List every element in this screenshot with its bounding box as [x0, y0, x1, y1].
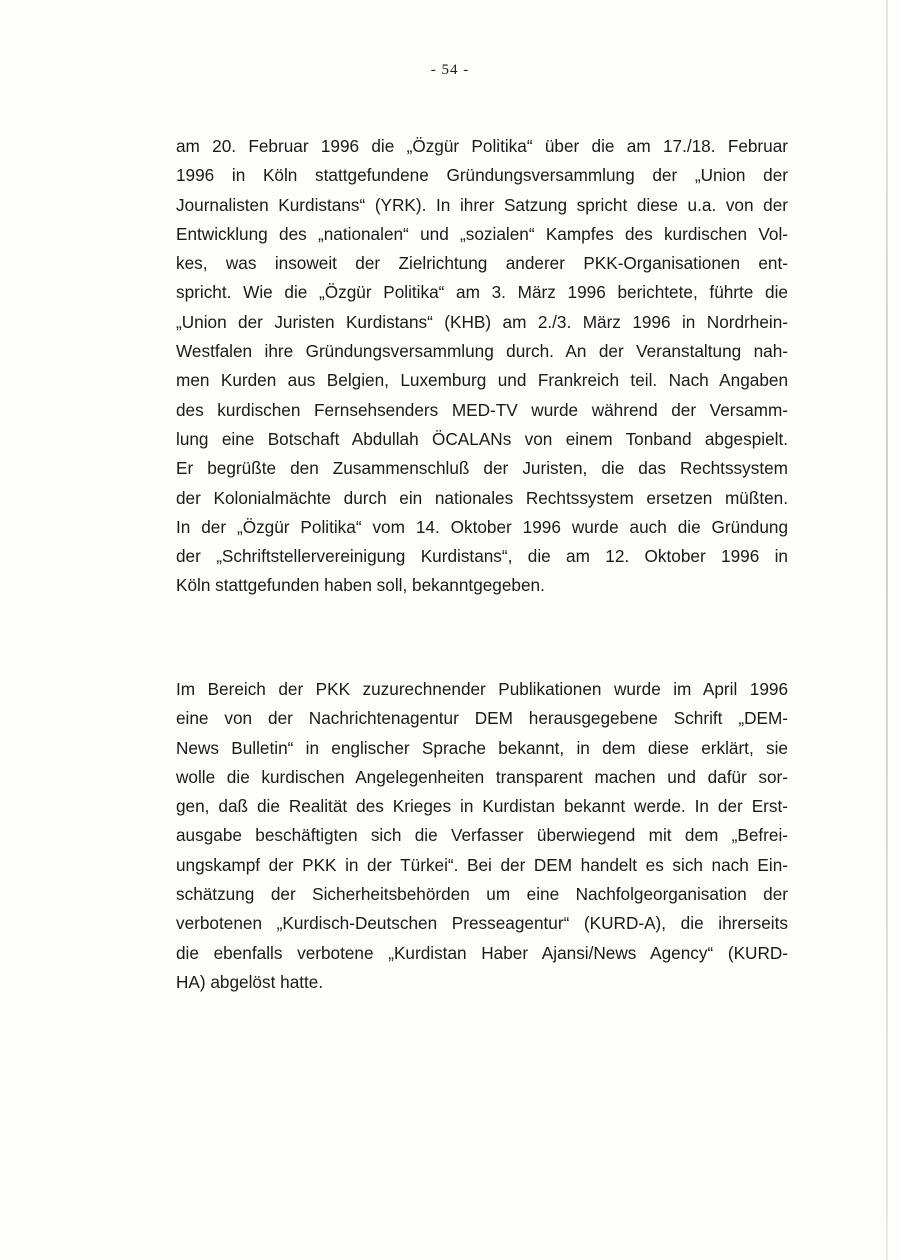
text-line: Im Bereich der PKK zuzurechnender Publikationen wurde im April 1996 — [176, 679, 788, 699]
text-line: „Union der Juristen Kurdistans“ (KHB) am 2./3. März 1996 in Nordrhein- — [176, 311, 788, 332]
text-line: ausgabe beschäftigten sich die Verfasser überwiegend mit dem „Befrei- — [176, 825, 788, 846]
text-line: kes, was insoweit der Zielrichtung anderer PKK-Organisationen ent- — [176, 253, 788, 274]
text-line: News Bulletin“ in englischer Sprache bekannt, in dem diese erklärt, sie — [176, 737, 788, 758]
text-line: ungskampf der PKK in der Türkei“. Bei der DEM handelt es sich nach Ein- — [176, 854, 788, 875]
text-line: wolle die kurdischen Angelegenheiten transparent machen und dafür sor- — [176, 766, 788, 787]
text-line: HA) abgelöst hatte. — [176, 971, 324, 992]
page-number: - 54 - — [430, 62, 470, 78]
text-line: Entwicklung des „nationalen“ und „sozialen“ Kampfes des kurdischen Vol- — [176, 223, 788, 244]
text-line: verbotenen „Kurdisch-Deutschen Presseagentur“ (KURD-A), die ihrerseits — [176, 913, 788, 934]
text-line: schätzung der Sicherheitsbehörden um eine Nachfolgeorganisation der — [176, 884, 788, 905]
text-line: Köln stattgefunden haben soll, bekanntgegeben. — [176, 575, 545, 596]
text-line: gen, daß die Realität des Krieges in Kurdistan bekannt werde. In der Erst- — [176, 796, 788, 817]
text-line: spricht. Wie die „Özgür Politika“ am 3. März 1996 berichtete, führte die — [176, 282, 788, 303]
text-line: men Kurden aus Belgien, Luxemburg und Frankreich teil. Nach Angaben — [176, 370, 788, 391]
text-line: 1996 in Köln stattgefundene Gründungsversammlung der „Union der — [176, 165, 788, 186]
paragraph-dem-news-bulletin — [176, 675, 788, 997]
text-line: Westfalen ihre Gründungsversammlung durch. An der Veranstaltung nah- — [176, 341, 788, 362]
text-line: der „Schriftstellervereinigung Kurdistans“, die am 12. Oktober 1996 in — [176, 546, 788, 567]
text-line: Journalisten Kurdistans“ (YRK). In ihrer Satzung spricht diese u.a. von der — [176, 194, 788, 215]
text-line: die ebenfalls verbotene „Kurdistan Haber Ajansi/News Agency“ (KURD- — [176, 942, 788, 963]
text-line: des kurdischen Fernsehsenders MED-TV wurde während der Versamm- — [176, 399, 788, 420]
text-line: In der „Özgür Politika“ vom 14. Oktober 1996 wurde auch die Gründung — [176, 516, 788, 537]
page-edge-shadow — [886, 0, 888, 1260]
paragraph-journalist-jurist-unions — [176, 132, 788, 601]
text-line: Er begrüßte den Zusammenschluß der Juristen, die das Rechtssystem — [176, 458, 788, 479]
text-line: am 20. Februar 1996 die „Özgür Politika“ über die am 17./18. Februar — [176, 136, 788, 156]
text-line: der Kolonialmächte durch ein nationales Rechtssystem ersetzen müßten. — [176, 487, 788, 508]
text-line: lung eine Botschaft Abdullah ÖCALANs von einem Tonband abgespielt. — [176, 428, 788, 449]
text-line: eine von der Nachrichtenagentur DEM herausgegebene Schrift „DEM- — [176, 708, 788, 729]
